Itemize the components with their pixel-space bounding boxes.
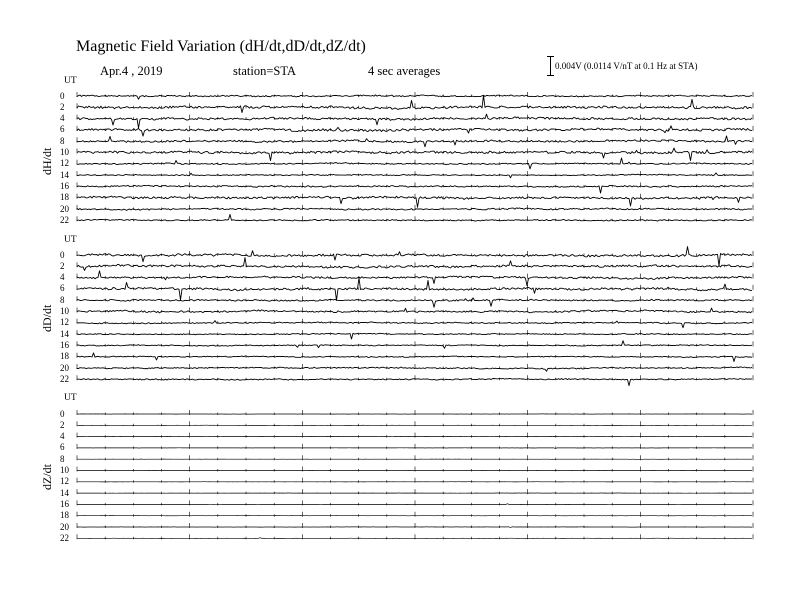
- hour-label-dh-22: 22: [60, 214, 69, 225]
- trace-dd-18: [77, 353, 752, 362]
- hour-label-dh-16: 16: [60, 180, 69, 191]
- trace-dd-10: [77, 308, 752, 313]
- trace-dd-2: [77, 258, 752, 271]
- trace-dd-12: [77, 321, 752, 328]
- hour-label-dz-14: 14: [60, 487, 69, 498]
- hour-label-dz-22: 22: [60, 532, 69, 543]
- hour-label-dz-0: 0: [60, 408, 65, 419]
- trace-dh-6: [77, 126, 752, 136]
- hour-label-dh-12: 12: [60, 158, 69, 169]
- hour-label-dd-2: 2: [60, 260, 65, 271]
- hour-label-dz-16: 16: [60, 498, 69, 509]
- trace-dh-8: [77, 136, 752, 147]
- hour-label-dh-10: 10: [60, 147, 69, 157]
- trace-dd-4: [77, 271, 752, 286]
- hour-label-dd-16: 16: [60, 339, 69, 350]
- hour-label-dh-6: 6: [60, 124, 65, 135]
- hour-label-dd-0: 0: [60, 249, 65, 260]
- hour-label-dh-4: 4: [60, 113, 65, 124]
- hour-label-dd-14: 14: [60, 328, 69, 339]
- trace-dh-22: [77, 214, 752, 221]
- trace-dh-2: [77, 95, 752, 112]
- hour-label-dz-20: 20: [60, 521, 69, 532]
- hour-label-dz-4: 4: [60, 431, 65, 442]
- trace-dh-18: [77, 196, 752, 207]
- hour-label-dh-8: 8: [60, 135, 65, 146]
- hour-label-dd-22: 22: [60, 373, 69, 384]
- hour-label-dd-20: 20: [60, 362, 69, 373]
- hour-label-dd-10: 10: [60, 306, 69, 316]
- hour-label-dh-0: 0: [60, 90, 65, 101]
- trace-dd-6: [77, 278, 752, 300]
- chart-title: Magnetic Field Variation (dH/dt,dD/dt,dZ/dt): [76, 38, 366, 55]
- trace-dd-8: [77, 298, 752, 308]
- hour-label-dz-2: 2: [60, 419, 65, 430]
- trace-dz-6: [77, 448, 752, 449]
- hour-label-dd-12: 12: [60, 317, 69, 328]
- date-label: Apr.4 , 2019: [100, 64, 163, 78]
- trace-dz-20: [77, 527, 752, 528]
- hour-label-dz-12: 12: [60, 476, 69, 487]
- hour-label-dh-2: 2: [60, 101, 65, 112]
- trace-dh-4: [77, 114, 752, 128]
- scale-label: 0.004V (0.0114 V/nT at 0.1 Hz at STA): [555, 61, 698, 71]
- hour-label-dd-18: 18: [60, 351, 69, 362]
- trace-dh-14: [77, 173, 752, 178]
- ut-label-dd: UT: [64, 235, 77, 245]
- hour-label-dz-6: 6: [60, 442, 65, 453]
- trace-ticks-dh-12: [77, 160, 753, 165]
- panel-label-dz: dZ/dt: [40, 464, 54, 490]
- averages-label: 4 sec averages: [368, 64, 441, 78]
- trace-dd-0: [77, 247, 752, 266]
- hour-label-dd-6: 6: [60, 283, 65, 294]
- trace-dh-16: [77, 185, 752, 193]
- hour-label-dz-8: 8: [60, 453, 65, 464]
- trace-dd-22: [77, 378, 752, 385]
- trace-dz-16: [77, 504, 752, 505]
- trace-dz-22: [77, 538, 752, 539]
- station-label: station=STA: [233, 64, 296, 78]
- ut-label-dz: UT: [64, 393, 77, 403]
- hour-label-dd-4: 4: [60, 272, 65, 283]
- panel-label-dh: dH/dt: [40, 147, 54, 175]
- panel-label-dd: dD/dt: [40, 304, 54, 332]
- hour-label-dd-8: 8: [60, 294, 65, 305]
- hour-label-dh-18: 18: [60, 192, 69, 203]
- hour-label-dz-10: 10: [60, 465, 69, 475]
- trace-dh-0: [77, 95, 752, 99]
- trace-dh-20: [77, 208, 752, 211]
- trace-dd-14: [77, 333, 752, 339]
- ut-label-dh: UT: [64, 76, 77, 86]
- hour-label-dz-18: 18: [60, 510, 69, 521]
- trace-dd-20: [77, 367, 752, 372]
- trace-dd-16: [77, 341, 752, 349]
- trace-dh-12: [77, 158, 752, 169]
- hour-label-dh-20: 20: [60, 203, 69, 214]
- trace-dh-10: [77, 148, 752, 161]
- hour-label-dh-14: 14: [60, 169, 69, 180]
